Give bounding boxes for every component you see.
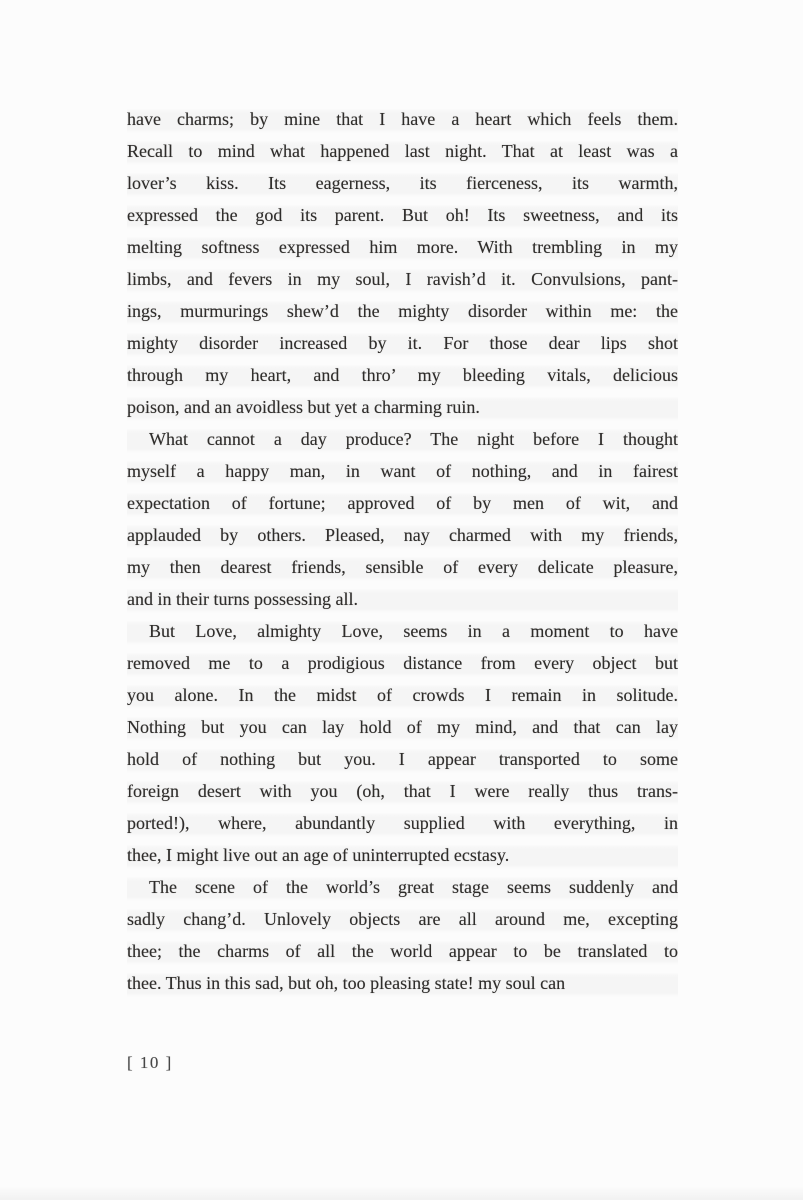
text-line: mighty disorder increased by it. For those dear lips shot xyxy=(127,327,678,359)
text-line: expectation of fortune; approved of by men of wit, and xyxy=(127,487,678,519)
text-line: But Love, almighty Love, seems in a moment to have xyxy=(127,615,678,647)
text-line: through my heart, and thro’ my bleeding vitals, delicious xyxy=(127,359,678,391)
text-line: thee; the charms of all the world appear to be translated to xyxy=(127,935,678,967)
text-line: you alone. In the midst of crowds I remain in solitude. xyxy=(127,679,678,711)
text-line: and in their turns possessing all. xyxy=(127,583,678,615)
text-line: poison, and an avoidless but yet a charming ruin. xyxy=(127,391,678,423)
text-line: removed me to a prodigious distance from every object but xyxy=(127,647,678,679)
text-line: thee. Thus in this sad, but oh, too pleasing state! my soul can xyxy=(127,967,678,999)
page-text xyxy=(127,103,678,999)
paragraph xyxy=(127,103,678,423)
text-line: What cannot a day produce? The night before I thought xyxy=(127,423,678,455)
text-line: hold of nothing but you. I appear transported to some xyxy=(127,743,678,775)
paragraph xyxy=(127,871,678,999)
text-line: Recall to mind what happened last night. That at least was a xyxy=(127,135,678,167)
text-line: thee, I might live out an age of uninterrupted ecstasy. xyxy=(127,839,678,871)
text-line: Nothing but you can lay hold of my mind, and that can lay xyxy=(127,711,678,743)
text-line: melting softness expressed him more. With trembling in my xyxy=(127,231,678,263)
text-line: ings, murmurings shew’d the mighty disorder within me: the xyxy=(127,295,678,327)
text-line: expressed the god its parent. But oh! Its sweetness, and its xyxy=(127,199,678,231)
text-line: my then dearest friends, sensible of every delicate pleasure, xyxy=(127,551,678,583)
text-line: ported!), where, abundantly supplied with everything, in xyxy=(127,807,678,839)
text-line: lover’s kiss. Its eagerness, its fierceness, its warmth, xyxy=(127,167,678,199)
paragraph xyxy=(127,615,678,871)
text-line: applauded by others. Pleased, nay charmed with my friends, xyxy=(127,519,678,551)
text-line: foreign desert with you (oh, that I were really thus trans- xyxy=(127,775,678,807)
page-number: [ 10 ] xyxy=(127,1053,173,1072)
paragraph xyxy=(127,423,678,615)
text-line: have charms; by mine that I have a heart which feels them. xyxy=(127,103,678,135)
text-line: sadly chang’d. Unlovely objects are all around me, excepting xyxy=(127,903,678,935)
text-line: myself a happy man, in want of nothing, and in fairest xyxy=(127,455,678,487)
text-line: limbs, and fevers in my soul, I ravish’d it. Convulsions, pant- xyxy=(127,263,678,295)
text-line: The scene of the world’s great stage seems suddenly and xyxy=(127,871,678,903)
